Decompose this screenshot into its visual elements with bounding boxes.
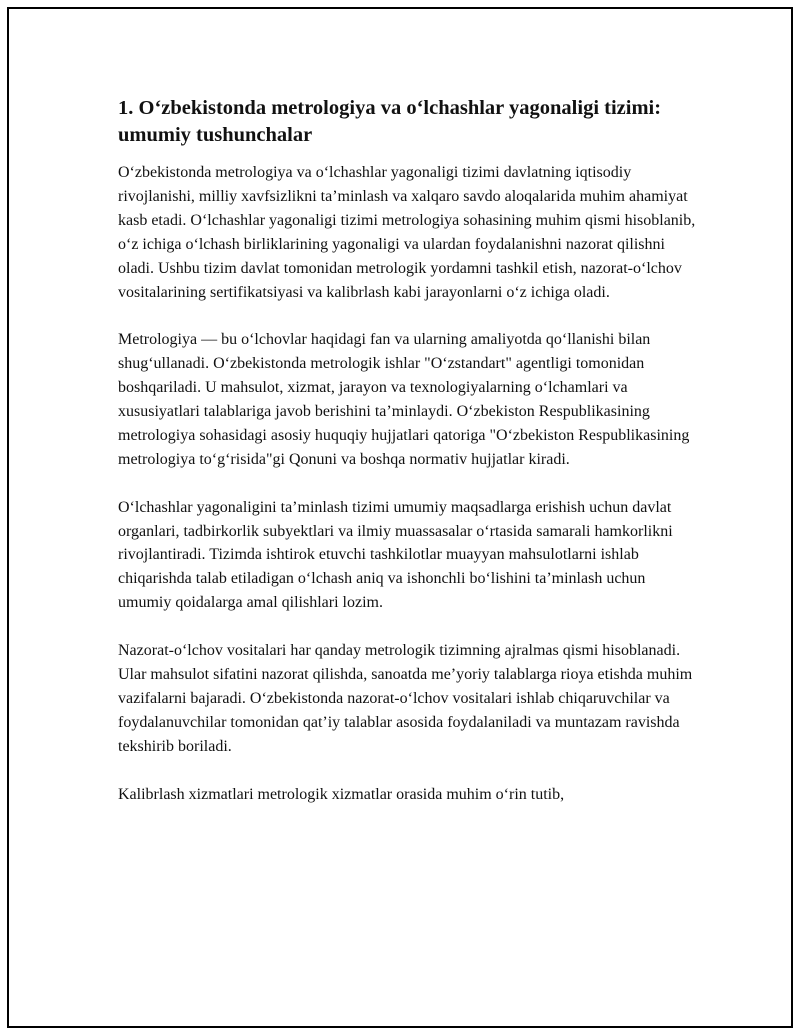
document-body — [118, 95, 698, 830]
paragraph-1: O‘zbekistonda metrologiya va o‘lchashlar yagonaligi tizimi davlatning iqtisodiy rivojlanishi, milliy xavfsizlikni ta’minlash va xalqaro savdo aloqalarida muhim ahamiyat kasb etadi. O‘lchashlar yagonaligi tizimi metrologiya sohasining muhim qismi hisoblanib, o‘z ichiga o‘lchash birliklarining yagonaligi va ulardan foydalanishni nazorat qilishni oladi. Ushbu tizim davlat tomonidan metrologik yordamni tashkil etish, nazorat-o‘lchov vositalarining sertifikatsiyasi va kalibrlash kabi jarayonlarni o‘z ichiga oladi. — [118, 164, 696, 301]
paragraph-3: O‘lchashlar yagonaligini ta’minlash tizimi umumiy maqsadlarga erishish uchun davlat organlari, tadbirkorlik subyektlari va ilmiy muassasalar o‘rtasida samarali hamkorlikni rivojlantiradi. Tizimda ishtirok etuvchi tashkilotlar muayyan mahsulotlarni ishlab chiqarishda talab etiladigan o‘lchash aniq va ishonchli bo‘lishini ta’minlash uchun umumiy qoidalarga amal qilishlari lozim. — [118, 498, 673, 612]
section-heading: 1. O‘zbekistonda metrologiya va o‘lchashlar yagonaligi tizimi: umumiy tushunchalar — [118, 97, 662, 146]
paragraph-2: Metrologiya — bu o‘lchovlar haqidagi fan va ularning amaliyotda qo‘llanishi bilan shug‘ullanadi. O‘zbekistonda metrologik ishlar "O‘zstandart" agentligi tomonidan boshqariladi. U mahsulot, xizmat, jarayon va texnologiyalarning o‘lchamlari va xususiyatlari talablariga javob berishini ta’minlaydi. O‘zbekiston Respublikasining metrologiya sohasidagi asosiy huquqiy hujjatlari qatoriga "O‘zbekiston Respublikasining metrologiya to‘g‘risida"gi Qonuni va boshqa normativ hujjatlar kiradi. — [118, 331, 690, 468]
page-frame — [7, 7, 793, 1028]
paragraph-4: Nazorat-o‘lchov vositalari har qanday metrologik tizimning ajralmas qismi hisoblanadi. Ular mahsulot sifatini nazorat qilishda, sanoatda me’yoriy talablarga rioya etishda muhim vazifalarni bajaradi. O‘zbekistonda nazorat-o‘lchov vositalari ishlab chiqaruvchilar va foydalanuvchilar tomonidan qat’iy talablar asosida foydalaniladi va muntazam ravishda tekshirib boriladi. — [118, 642, 693, 755]
paragraph-5: Kalibrlash xizmatlari metrologik xizmatlar orasida muhim o‘rin tutib, — [118, 785, 565, 803]
